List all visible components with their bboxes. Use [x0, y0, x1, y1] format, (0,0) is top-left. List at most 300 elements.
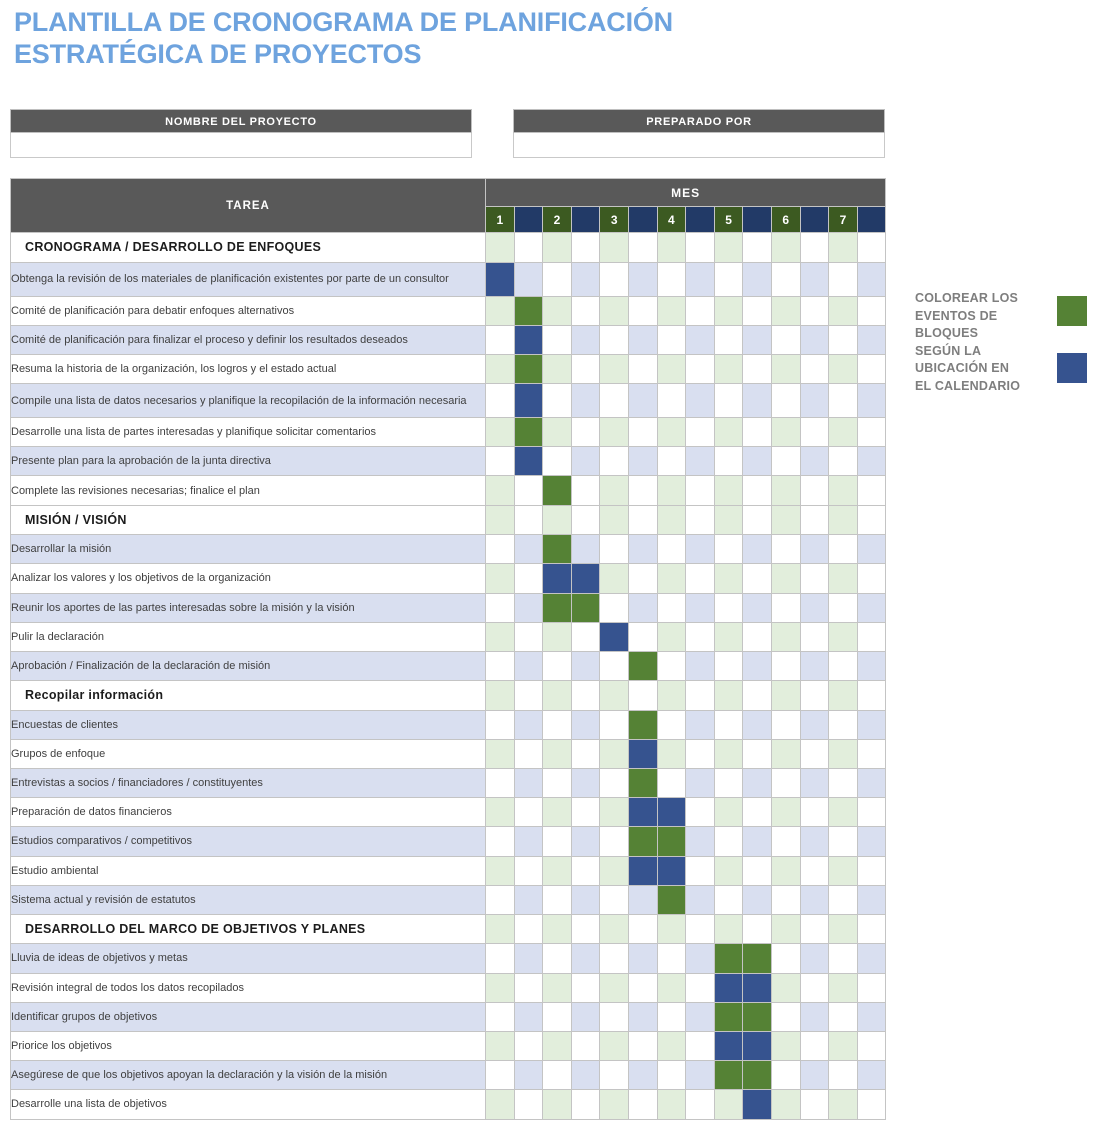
- gantt-cell[interactable]: [771, 739, 800, 768]
- gantt-cell[interactable]: [686, 564, 715, 593]
- gantt-cell[interactable]: [543, 1061, 572, 1090]
- gantt-cell[interactable]: [486, 418, 515, 447]
- gantt-cell[interactable]: [771, 944, 800, 973]
- gantt-cell[interactable]: [571, 1061, 600, 1090]
- gantt-cell[interactable]: [543, 447, 572, 476]
- gantt-cell[interactable]: [800, 856, 829, 885]
- gantt-cell[interactable]: [857, 622, 886, 651]
- gantt-bar-cell[interactable]: [571, 564, 600, 593]
- gantt-cell[interactable]: [486, 856, 515, 885]
- gantt-cell[interactable]: [829, 973, 858, 1002]
- gantt-cell[interactable]: [686, 914, 715, 944]
- gantt-cell[interactable]: [571, 354, 600, 383]
- gantt-cell[interactable]: [486, 476, 515, 505]
- gantt-cell[interactable]: [657, 593, 686, 622]
- gantt-cell[interactable]: [543, 856, 572, 885]
- gantt-cell[interactable]: [829, 1061, 858, 1090]
- gantt-cell[interactable]: [600, 710, 629, 739]
- gantt-cell[interactable]: [714, 476, 743, 505]
- gantt-cell[interactable]: [543, 710, 572, 739]
- gantt-cell[interactable]: [857, 768, 886, 797]
- gantt-cell[interactable]: [829, 944, 858, 973]
- gantt-cell[interactable]: [486, 739, 515, 768]
- gantt-cell[interactable]: [714, 622, 743, 651]
- gantt-cell[interactable]: [486, 1090, 515, 1119]
- gantt-cell[interactable]: [657, 447, 686, 476]
- gantt-cell[interactable]: [514, 885, 543, 914]
- gantt-bar-cell[interactable]: [714, 944, 743, 973]
- gantt-cell[interactable]: [743, 384, 772, 418]
- gantt-cell[interactable]: [771, 885, 800, 914]
- gantt-cell[interactable]: [486, 622, 515, 651]
- gantt-cell[interactable]: [829, 681, 858, 711]
- gantt-cell[interactable]: [543, 681, 572, 711]
- gantt-cell[interactable]: [657, 384, 686, 418]
- gantt-cell[interactable]: [857, 593, 886, 622]
- gantt-bar-cell[interactable]: [628, 710, 657, 739]
- gantt-bar-cell[interactable]: [743, 1031, 772, 1060]
- gantt-cell[interactable]: [600, 564, 629, 593]
- gantt-cell[interactable]: [514, 739, 543, 768]
- gantt-bar-cell[interactable]: [514, 418, 543, 447]
- gantt-cell[interactable]: [857, 262, 886, 296]
- gantt-cell[interactable]: [657, 354, 686, 383]
- gantt-cell[interactable]: [800, 739, 829, 768]
- gantt-bar-cell[interactable]: [571, 593, 600, 622]
- gantt-cell[interactable]: [628, 384, 657, 418]
- gantt-bar-cell[interactable]: [543, 564, 572, 593]
- gantt-cell[interactable]: [486, 354, 515, 383]
- gantt-cell[interactable]: [486, 651, 515, 680]
- gantt-cell[interactable]: [800, 622, 829, 651]
- gantt-cell[interactable]: [829, 1002, 858, 1031]
- gantt-cell[interactable]: [571, 447, 600, 476]
- gantt-cell[interactable]: [657, 622, 686, 651]
- gantt-cell[interactable]: [800, 354, 829, 383]
- gantt-cell[interactable]: [600, 651, 629, 680]
- gantt-cell[interactable]: [800, 944, 829, 973]
- gantt-cell[interactable]: [543, 914, 572, 944]
- gantt-cell[interactable]: [686, 944, 715, 973]
- gantt-cell[interactable]: [800, 798, 829, 827]
- gantt-cell[interactable]: [743, 681, 772, 711]
- gantt-cell[interactable]: [628, 296, 657, 325]
- gantt-cell[interactable]: [800, 593, 829, 622]
- gantt-cell[interactable]: [743, 593, 772, 622]
- gantt-cell[interactable]: [686, 739, 715, 768]
- gantt-cell[interactable]: [600, 1002, 629, 1031]
- gantt-cell[interactable]: [486, 885, 515, 914]
- gantt-cell[interactable]: [486, 505, 515, 535]
- gantt-cell[interactable]: [600, 476, 629, 505]
- gantt-cell[interactable]: [714, 885, 743, 914]
- gantt-cell[interactable]: [829, 325, 858, 354]
- gantt-cell[interactable]: [486, 1061, 515, 1090]
- gantt-cell[interactable]: [800, 1061, 829, 1090]
- gantt-cell[interactable]: [571, 296, 600, 325]
- gantt-cell[interactable]: [600, 418, 629, 447]
- gantt-cell[interactable]: [743, 768, 772, 797]
- gantt-cell[interactable]: [657, 651, 686, 680]
- gantt-cell[interactable]: [771, 325, 800, 354]
- gantt-cell[interactable]: [571, 325, 600, 354]
- gantt-cell[interactable]: [571, 681, 600, 711]
- gantt-cell[interactable]: [571, 262, 600, 296]
- project-name-input[interactable]: [10, 133, 472, 158]
- gantt-cell[interactable]: [771, 354, 800, 383]
- gantt-cell[interactable]: [600, 262, 629, 296]
- gantt-cell[interactable]: [829, 476, 858, 505]
- gantt-cell[interactable]: [743, 296, 772, 325]
- gantt-cell[interactable]: [514, 1002, 543, 1031]
- gantt-cell[interactable]: [686, 827, 715, 856]
- gantt-cell[interactable]: [600, 535, 629, 564]
- gantt-cell[interactable]: [771, 447, 800, 476]
- gantt-cell[interactable]: [514, 1061, 543, 1090]
- gantt-cell[interactable]: [771, 651, 800, 680]
- gantt-cell[interactable]: [714, 535, 743, 564]
- gantt-cell[interactable]: [743, 505, 772, 535]
- gantt-cell[interactable]: [714, 233, 743, 263]
- gantt-cell[interactable]: [686, 447, 715, 476]
- gantt-cell[interactable]: [514, 651, 543, 680]
- gantt-cell[interactable]: [486, 710, 515, 739]
- gantt-cell[interactable]: [857, 739, 886, 768]
- gantt-bar-cell[interactable]: [543, 593, 572, 622]
- gantt-cell[interactable]: [657, 505, 686, 535]
- gantt-cell[interactable]: [486, 447, 515, 476]
- gantt-cell[interactable]: [514, 593, 543, 622]
- gantt-cell[interactable]: [571, 651, 600, 680]
- gantt-cell[interactable]: [857, 418, 886, 447]
- gantt-cell[interactable]: [800, 296, 829, 325]
- gantt-cell[interactable]: [543, 973, 572, 1002]
- gantt-bar-cell[interactable]: [543, 535, 572, 564]
- gantt-cell[interactable]: [486, 973, 515, 1002]
- gantt-cell[interactable]: [686, 768, 715, 797]
- gantt-cell[interactable]: [657, 1061, 686, 1090]
- gantt-cell[interactable]: [686, 535, 715, 564]
- gantt-cell[interactable]: [743, 856, 772, 885]
- gantt-cell[interactable]: [829, 593, 858, 622]
- gantt-cell[interactable]: [686, 1002, 715, 1031]
- gantt-cell[interactable]: [543, 1031, 572, 1060]
- gantt-cell[interactable]: [686, 593, 715, 622]
- gantt-cell[interactable]: [486, 827, 515, 856]
- gantt-bar-cell[interactable]: [743, 1061, 772, 1090]
- gantt-cell[interactable]: [628, 973, 657, 1002]
- gantt-bar-cell[interactable]: [514, 296, 543, 325]
- gantt-cell[interactable]: [743, 739, 772, 768]
- gantt-cell[interactable]: [829, 1090, 858, 1119]
- gantt-cell[interactable]: [829, 798, 858, 827]
- gantt-cell[interactable]: [628, 1031, 657, 1060]
- gantt-cell[interactable]: [743, 914, 772, 944]
- gantt-bar-cell[interactable]: [657, 827, 686, 856]
- gantt-cell[interactable]: [714, 914, 743, 944]
- gantt-cell[interactable]: [857, 681, 886, 711]
- gantt-cell[interactable]: [829, 354, 858, 383]
- gantt-cell[interactable]: [628, 535, 657, 564]
- gantt-cell[interactable]: [628, 1002, 657, 1031]
- gantt-cell[interactable]: [571, 739, 600, 768]
- gantt-cell[interactable]: [600, 1031, 629, 1060]
- gantt-cell[interactable]: [743, 798, 772, 827]
- gantt-cell[interactable]: [771, 418, 800, 447]
- gantt-cell[interactable]: [857, 384, 886, 418]
- gantt-cell[interactable]: [571, 233, 600, 263]
- gantt-cell[interactable]: [800, 476, 829, 505]
- gantt-bar-cell[interactable]: [714, 1031, 743, 1060]
- gantt-cell[interactable]: [800, 418, 829, 447]
- gantt-cell[interactable]: [571, 973, 600, 1002]
- gantt-cell[interactable]: [686, 681, 715, 711]
- gantt-cell[interactable]: [486, 564, 515, 593]
- gantt-cell[interactable]: [743, 710, 772, 739]
- gantt-cell[interactable]: [486, 768, 515, 797]
- gantt-cell[interactable]: [857, 944, 886, 973]
- gantt-cell[interactable]: [571, 535, 600, 564]
- gantt-cell[interactable]: [857, 1002, 886, 1031]
- gantt-bar-cell[interactable]: [657, 856, 686, 885]
- gantt-cell[interactable]: [771, 973, 800, 1002]
- gantt-cell[interactable]: [800, 535, 829, 564]
- gantt-cell[interactable]: [857, 973, 886, 1002]
- gantt-cell[interactable]: [628, 262, 657, 296]
- gantt-cell[interactable]: [571, 914, 600, 944]
- gantt-cell[interactable]: [543, 768, 572, 797]
- gantt-cell[interactable]: [628, 885, 657, 914]
- gantt-bar-cell[interactable]: [628, 856, 657, 885]
- gantt-cell[interactable]: [686, 651, 715, 680]
- gantt-cell[interactable]: [800, 710, 829, 739]
- gantt-cell[interactable]: [771, 914, 800, 944]
- gantt-cell[interactable]: [514, 622, 543, 651]
- gantt-cell[interactable]: [743, 325, 772, 354]
- gantt-cell[interactable]: [628, 944, 657, 973]
- gantt-cell[interactable]: [829, 827, 858, 856]
- gantt-cell[interactable]: [571, 768, 600, 797]
- gantt-cell[interactable]: [829, 384, 858, 418]
- gantt-cell[interactable]: [743, 476, 772, 505]
- gantt-cell[interactable]: [714, 856, 743, 885]
- gantt-cell[interactable]: [686, 710, 715, 739]
- gantt-cell[interactable]: [486, 1002, 515, 1031]
- gantt-cell[interactable]: [857, 564, 886, 593]
- gantt-cell[interactable]: [686, 1061, 715, 1090]
- gantt-cell[interactable]: [628, 622, 657, 651]
- gantt-cell[interactable]: [543, 1090, 572, 1119]
- gantt-cell[interactable]: [714, 296, 743, 325]
- gantt-cell[interactable]: [829, 739, 858, 768]
- gantt-cell[interactable]: [514, 535, 543, 564]
- gantt-cell[interactable]: [514, 710, 543, 739]
- gantt-bar-cell[interactable]: [714, 973, 743, 1002]
- gantt-cell[interactable]: [714, 262, 743, 296]
- gantt-cell[interactable]: [857, 325, 886, 354]
- gantt-bar-cell[interactable]: [514, 447, 543, 476]
- gantt-cell[interactable]: [514, 262, 543, 296]
- gantt-cell[interactable]: [514, 827, 543, 856]
- gantt-bar-cell[interactable]: [657, 885, 686, 914]
- gantt-cell[interactable]: [628, 354, 657, 383]
- gantt-cell[interactable]: [543, 418, 572, 447]
- gantt-cell[interactable]: [829, 914, 858, 944]
- gantt-cell[interactable]: [686, 233, 715, 263]
- gantt-bar-cell[interactable]: [743, 944, 772, 973]
- gantt-cell[interactable]: [543, 651, 572, 680]
- gantt-cell[interactable]: [628, 564, 657, 593]
- gantt-cell[interactable]: [857, 827, 886, 856]
- gantt-bar-cell[interactable]: [628, 768, 657, 797]
- gantt-cell[interactable]: [543, 622, 572, 651]
- gantt-cell[interactable]: [543, 798, 572, 827]
- gantt-cell[interactable]: [771, 710, 800, 739]
- gantt-cell[interactable]: [686, 885, 715, 914]
- gantt-cell[interactable]: [829, 233, 858, 263]
- gantt-cell[interactable]: [800, 384, 829, 418]
- gantt-cell[interactable]: [857, 1031, 886, 1060]
- gantt-cell[interactable]: [771, 1031, 800, 1060]
- gantt-cell[interactable]: [657, 681, 686, 711]
- gantt-cell[interactable]: [657, 564, 686, 593]
- gantt-cell[interactable]: [543, 885, 572, 914]
- gantt-cell[interactable]: [800, 1002, 829, 1031]
- gantt-cell[interactable]: [628, 1061, 657, 1090]
- gantt-cell[interactable]: [771, 622, 800, 651]
- gantt-cell[interactable]: [857, 233, 886, 263]
- gantt-cell[interactable]: [686, 262, 715, 296]
- gantt-cell[interactable]: [486, 535, 515, 564]
- gantt-cell[interactable]: [829, 418, 858, 447]
- gantt-cell[interactable]: [486, 384, 515, 418]
- gantt-cell[interactable]: [714, 1090, 743, 1119]
- gantt-cell[interactable]: [714, 384, 743, 418]
- gantt-cell[interactable]: [486, 681, 515, 711]
- gantt-cell[interactable]: [800, 325, 829, 354]
- gantt-cell[interactable]: [657, 1002, 686, 1031]
- gantt-cell[interactable]: [600, 914, 629, 944]
- gantt-cell[interactable]: [686, 798, 715, 827]
- gantt-cell[interactable]: [686, 325, 715, 354]
- gantt-cell[interactable]: [514, 973, 543, 1002]
- gantt-cell[interactable]: [514, 798, 543, 827]
- gantt-cell[interactable]: [600, 1090, 629, 1119]
- gantt-cell[interactable]: [743, 354, 772, 383]
- gantt-cell[interactable]: [686, 1090, 715, 1119]
- gantt-cell[interactable]: [771, 681, 800, 711]
- gantt-cell[interactable]: [543, 944, 572, 973]
- gantt-cell[interactable]: [771, 856, 800, 885]
- gantt-cell[interactable]: [800, 827, 829, 856]
- gantt-cell[interactable]: [743, 651, 772, 680]
- gantt-cell[interactable]: [514, 768, 543, 797]
- gantt-bar-cell[interactable]: [600, 622, 629, 651]
- gantt-cell[interactable]: [600, 354, 629, 383]
- gantt-cell[interactable]: [686, 1031, 715, 1060]
- gantt-bar-cell[interactable]: [543, 476, 572, 505]
- gantt-cell[interactable]: [771, 535, 800, 564]
- gantt-bar-cell[interactable]: [743, 1090, 772, 1119]
- gantt-cell[interactable]: [543, 505, 572, 535]
- gantt-cell[interactable]: [628, 325, 657, 354]
- gantt-cell[interactable]: [514, 944, 543, 973]
- gantt-cell[interactable]: [714, 768, 743, 797]
- gantt-cell[interactable]: [800, 768, 829, 797]
- gantt-cell[interactable]: [857, 856, 886, 885]
- gantt-cell[interactable]: [829, 535, 858, 564]
- gantt-cell[interactable]: [600, 447, 629, 476]
- gantt-cell[interactable]: [686, 476, 715, 505]
- gantt-cell[interactable]: [829, 622, 858, 651]
- gantt-cell[interactable]: [686, 856, 715, 885]
- gantt-cell[interactable]: [857, 535, 886, 564]
- gantt-cell[interactable]: [514, 1031, 543, 1060]
- gantt-cell[interactable]: [771, 1002, 800, 1031]
- gantt-cell[interactable]: [657, 1031, 686, 1060]
- gantt-cell[interactable]: [514, 233, 543, 263]
- gantt-cell[interactable]: [829, 262, 858, 296]
- gantt-cell[interactable]: [657, 973, 686, 1002]
- gantt-cell[interactable]: [600, 885, 629, 914]
- gantt-cell[interactable]: [686, 418, 715, 447]
- gantt-cell[interactable]: [486, 233, 515, 263]
- gantt-cell[interactable]: [657, 325, 686, 354]
- gantt-cell[interactable]: [771, 233, 800, 263]
- gantt-cell[interactable]: [771, 798, 800, 827]
- gantt-cell[interactable]: [571, 1031, 600, 1060]
- gantt-cell[interactable]: [543, 262, 572, 296]
- gantt-cell[interactable]: [714, 418, 743, 447]
- gantt-cell[interactable]: [543, 354, 572, 383]
- gantt-cell[interactable]: [857, 885, 886, 914]
- gantt-cell[interactable]: [857, 710, 886, 739]
- gantt-cell[interactable]: [600, 944, 629, 973]
- gantt-cell[interactable]: [686, 505, 715, 535]
- gantt-cell[interactable]: [571, 1090, 600, 1119]
- gantt-cell[interactable]: [600, 827, 629, 856]
- gantt-cell[interactable]: [743, 447, 772, 476]
- gantt-cell[interactable]: [771, 768, 800, 797]
- gantt-bar-cell[interactable]: [628, 827, 657, 856]
- gantt-cell[interactable]: [628, 233, 657, 263]
- gantt-cell[interactable]: [571, 476, 600, 505]
- gantt-cell[interactable]: [714, 710, 743, 739]
- gantt-cell[interactable]: [600, 856, 629, 885]
- gantt-cell[interactable]: [543, 384, 572, 418]
- gantt-bar-cell[interactable]: [628, 651, 657, 680]
- gantt-cell[interactable]: [800, 233, 829, 263]
- gantt-cell[interactable]: [543, 325, 572, 354]
- gantt-cell[interactable]: [686, 384, 715, 418]
- gantt-cell[interactable]: [829, 885, 858, 914]
- gantt-cell[interactable]: [714, 325, 743, 354]
- gantt-cell[interactable]: [571, 505, 600, 535]
- gantt-cell[interactable]: [714, 564, 743, 593]
- gantt-cell[interactable]: [514, 505, 543, 535]
- gantt-cell[interactable]: [571, 622, 600, 651]
- gantt-cell[interactable]: [714, 739, 743, 768]
- gantt-cell[interactable]: [486, 1031, 515, 1060]
- gantt-cell[interactable]: [829, 564, 858, 593]
- gantt-bar-cell[interactable]: [743, 1002, 772, 1031]
- gantt-cell[interactable]: [628, 681, 657, 711]
- gantt-cell[interactable]: [714, 593, 743, 622]
- gantt-cell[interactable]: [628, 447, 657, 476]
- gantt-cell[interactable]: [857, 354, 886, 383]
- gantt-cell[interactable]: [600, 1061, 629, 1090]
- gantt-cell[interactable]: [628, 593, 657, 622]
